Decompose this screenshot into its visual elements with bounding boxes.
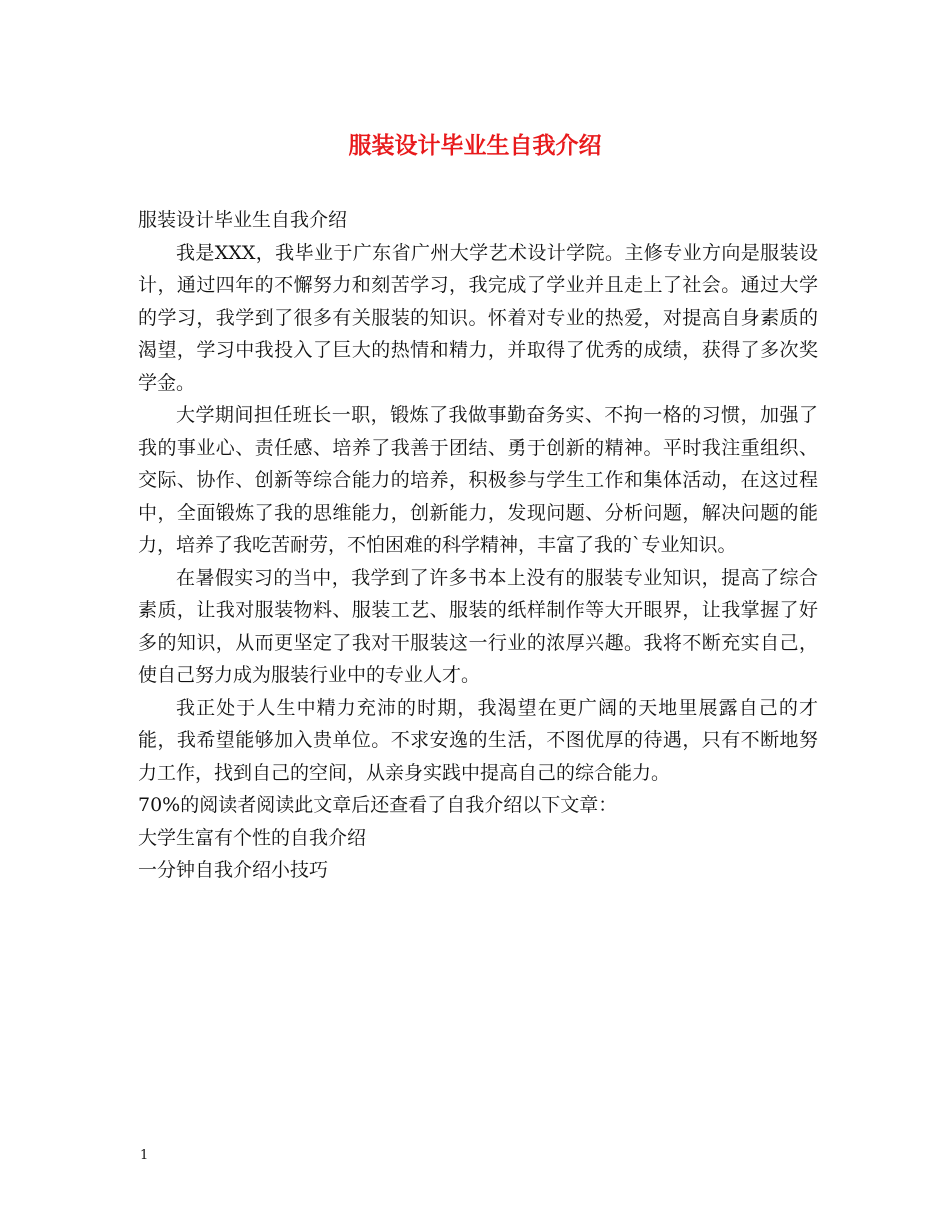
- related-article-2[interactable]: 一分钟自我介绍小技巧: [138, 859, 329, 881]
- paragraph-4: 我正处于人生中精力充沛的时期，我渴望在更广阔的天地里展露自己的才能，我希望能够加入贵单位。不求安逸的生活，不图优厚的待遇，只有不断地努力工作，找到自己的空间，从亲身实践中提高自己的综合能力。: [138, 696, 818, 784]
- document-body: [138, 204, 818, 887]
- footer-note: 70%的阅读者阅读此文章后还查看了自我介绍以下文章：: [138, 794, 618, 816]
- subtitle: 服装设计毕业生自我介绍: [138, 209, 348, 231]
- paragraph-3: 在暑假实习的当中，我学到了许多书本上没有的服装专业知识，提高了综合素质，让我对服装物料、服装工艺、服装的纸样制作等大开眼界，让我掌握了好多的知识，从而更坚定了我对干服装这一行业的浓厚兴趣。我将不断充实自己，使自己努力成为服装行业中的专业人才。: [138, 566, 818, 686]
- paragraph-1: 我是XXX，我毕业于广东省广州大学艺术设计学院。主修专业方向是服装设计，通过四年的不懈努力和刻苦学习，我完成了学业并且走上了社会。通过大学的学习，我学到了很多有关服装的知识。怀着对专业的热爱，对提高自身素质的渴望，学习中我投入了巨大的热情和精力，并取得了优秀的成绩，获得了多次奖学金。: [138, 241, 818, 394]
- page-title: 服装设计毕业生自我介绍: [348, 132, 602, 159]
- related-article-1[interactable]: 大学生富有个性的自我介绍: [138, 826, 367, 849]
- paragraph-2: 大学期间担任班长一职，锻炼了我做事勤奋务实、不拘一格的习惯，加强了我的事业心、责任感、培养了我善于团结、勇于创新的精神。平时我注重组织、交际、协作、创新等综合能力的培养，积极参与学生工作和集体活动，在这过程中，全面锻炼了我的思维能力，创新能力，发现问题、分析问题，解决问题的能力，培养了我吃苦耐劳，不怕困难的科学精神，丰富了我的`专业知识。: [138, 404, 818, 556]
- page-number: 1: [140, 1148, 149, 1163]
